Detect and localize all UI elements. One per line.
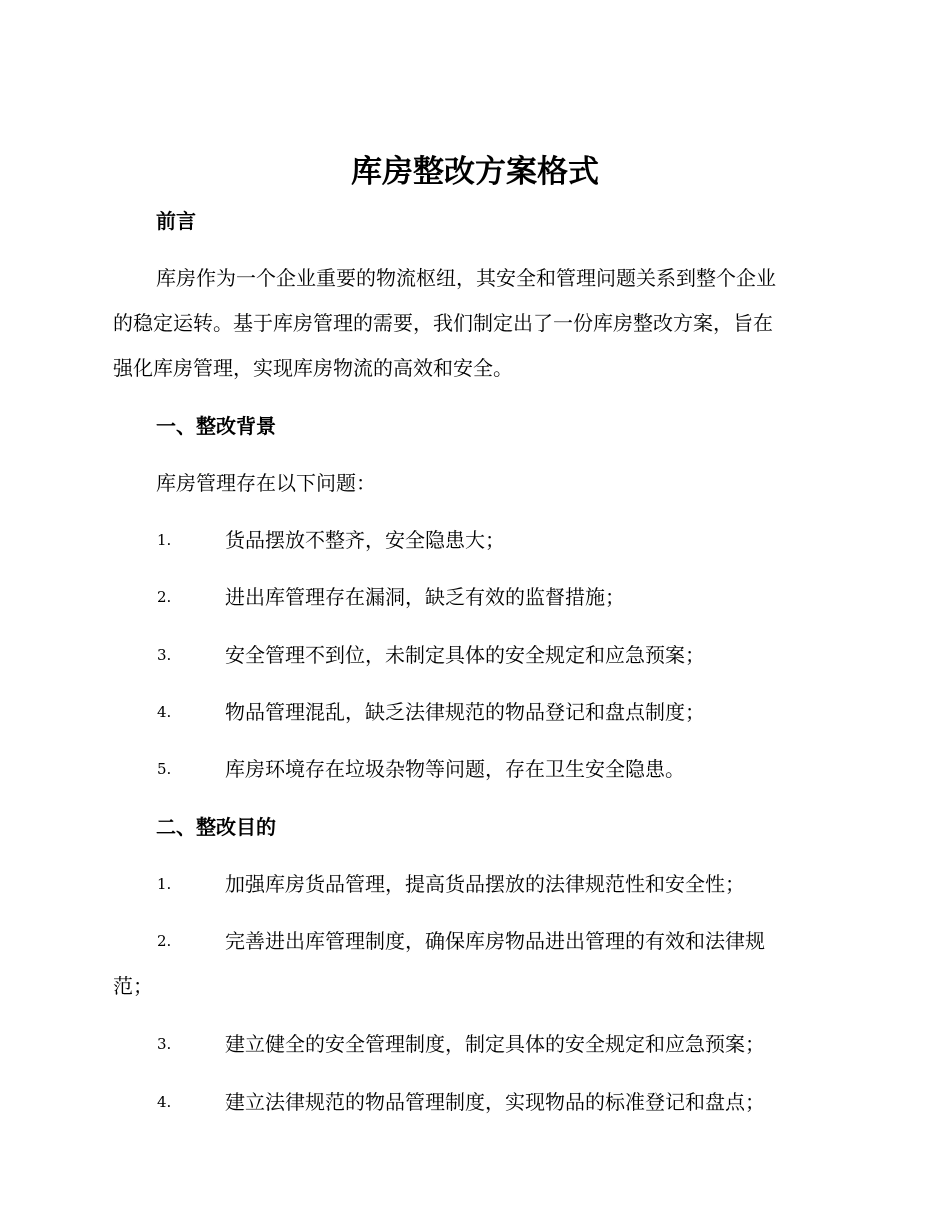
preface-line-1: 库房作为一个企业重要的物流枢纽，其安全和管理问题关系到整个企业 (156, 266, 776, 290)
list-item (113, 690, 838, 735)
list-item (113, 1080, 838, 1125)
list-text: 建立健全的安全管理制度，制定具体的安全规定和应急预案； (225, 1032, 765, 1056)
list-item (113, 862, 838, 907)
list-text: 库房环境存在垃圾杂物等问题，存在卫生安全隐患。 (225, 757, 685, 781)
list-text: 货品摆放不整齐，安全隐患大； (225, 528, 505, 552)
list-item (113, 633, 838, 678)
list-text: 完善进出库管理制度，确保库房物品进出管理的有效和法律规 (225, 929, 765, 953)
preface-line-2: 的稳定运转。基于库房管理的需要，我们制定出了一份库房整改方案，旨在 (113, 311, 773, 335)
list-text: 物品管理混乱，缺乏法律规范的物品登记和盘点制度； (225, 700, 705, 724)
list-number: 1. (157, 875, 172, 893)
list-number: 4. (157, 703, 172, 721)
list-number: 1. (157, 531, 172, 549)
list-text: 建立法律规范的物品管理制度，实现物品的标准登记和盘点； (225, 1090, 765, 1114)
list-item (113, 1022, 838, 1067)
list-number: 5. (157, 760, 172, 778)
list-number: 4. (157, 1093, 172, 1111)
list-number: 3. (157, 646, 172, 664)
list-number: 2. (157, 588, 172, 606)
list-number: 3. (157, 1035, 172, 1053)
list-item (113, 518, 838, 563)
document-title: 库房整改方案格式 (351, 154, 599, 190)
preface-paragraph (113, 256, 838, 391)
section-background-intro: 库房管理存在以下问题： (156, 471, 376, 495)
list-number: 2. (157, 932, 172, 950)
list-item (113, 747, 838, 792)
list-item (113, 575, 838, 620)
list-item (113, 919, 838, 1009)
section-background-heading: 一、整改背景 (156, 414, 276, 438)
list-text-continuation: 范； (113, 974, 153, 998)
list-text: 加强库房货品管理，提高货品摆放的法律规范性和安全性； (225, 872, 745, 896)
list-text: 进出库管理存在漏洞，缺乏有效的监督措施； (225, 585, 625, 609)
preface-line-3: 强化库房管理，实现库房物流的高效和安全。 (113, 356, 513, 380)
list-text: 安全管理不到位，未制定具体的安全规定和应急预案； (225, 643, 705, 667)
preface-heading: 前言 (156, 209, 196, 233)
section-purpose-heading: 二、整改目的 (156, 815, 276, 839)
